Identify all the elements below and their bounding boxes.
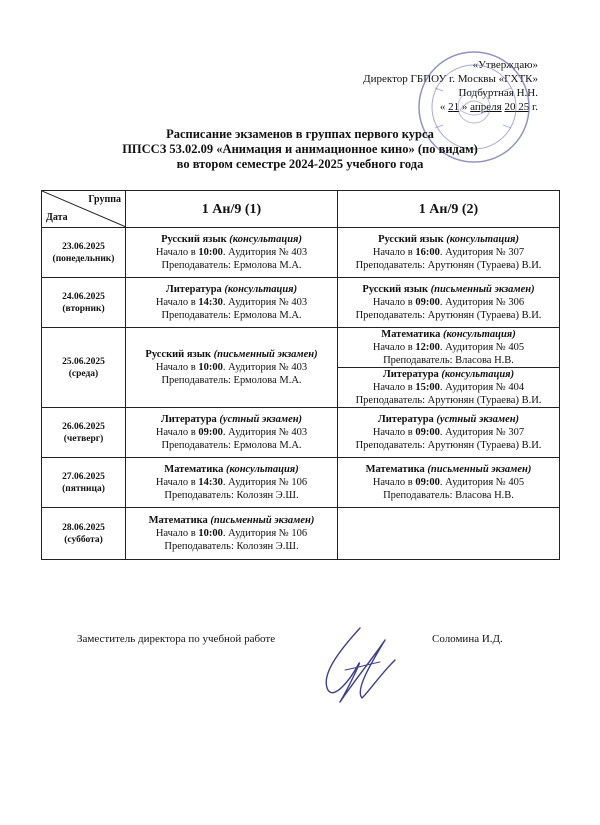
corner-cell bbox=[42, 191, 126, 228]
approval-position: Директор ГБПОУ г. Москвы «ГХТК» bbox=[363, 73, 538, 85]
date-cell: 28.06.2025 (суббота) bbox=[42, 508, 126, 560]
exam-cell: Русский язык (письменный экзамен) Начало в 09:00. Аудитория № 306 Преподаватель: Арутюнян (Тураева) В.И. bbox=[338, 278, 560, 328]
exam-schedule-table bbox=[41, 190, 560, 560]
corner-group-label: Группа bbox=[88, 194, 121, 205]
exam-cell: Литература (устный экзамен) Начало в 09:00. Аудитория № 403 Преподаватель: Ермолова М.А. bbox=[126, 408, 338, 458]
title-line-2: ППССЗ 53.02.09 «Анимация и анимационное кино» (по видам) bbox=[122, 142, 478, 156]
signatory-name: Соломина И.Д. bbox=[432, 633, 503, 645]
title-line-3: во втором семестре 2024-2025 учебного года bbox=[176, 157, 424, 171]
corner-date-label: Дата bbox=[46, 212, 68, 223]
table-row bbox=[42, 408, 560, 458]
table-row bbox=[42, 228, 560, 278]
document-title bbox=[0, 127, 600, 172]
date-cell: 27.06.2025 (пятница) bbox=[42, 458, 126, 508]
table-row bbox=[42, 508, 560, 560]
approval-name: Подбуртная Н.Н. bbox=[458, 87, 538, 99]
approval-title: «Утверждаю» bbox=[472, 59, 538, 71]
exam-cell: Математика (письменный экзамен) Начало в 10:00. Аудитория № 106 Преподаватель: Колозян Э.Ш. bbox=[126, 508, 338, 560]
exam-cell: Русский язык (письменный экзамен) Начало в 10:00. Аудитория № 403 Преподаватель: Ермолова М.А. bbox=[126, 328, 338, 408]
date-cell: 25.06.2025 (среда) bbox=[42, 328, 126, 408]
table-row bbox=[42, 328, 560, 368]
exam-cell: Литература (консультация) Начало в 14:30. Аудитория № 403 Преподаватель: Ермолова М.А. bbox=[126, 278, 338, 328]
date-cell: 24.06.2025 (вторник) bbox=[42, 278, 126, 328]
title-line-1: Расписание экзаменов в группах первого курса bbox=[166, 127, 434, 141]
date-cell: 23.06.2025 (понедельник) bbox=[42, 228, 126, 278]
exam-cell: Литература (устный экзамен) Начало в 09:00. Аудитория № 307 Преподаватель: Арутюнян (Тураева) В.И. bbox=[338, 408, 560, 458]
group-1-header: 1 Ан/9 (1) bbox=[126, 191, 338, 228]
table-row bbox=[42, 458, 560, 508]
exam-cell: Литература (консультация) Начало в 15:00. Аудитория № 404 Преподаватель: Арутюнян (Тураева) В.И. bbox=[338, 368, 560, 408]
handwritten-signature bbox=[300, 620, 410, 710]
signatory-position: Заместитель директора по учебной работе bbox=[77, 633, 276, 645]
header-row bbox=[42, 191, 560, 228]
exam-cell: Математика (письменный экзамен) Начало в 09:00. Аудитория № 405 Преподаватель: Власова Н.В. bbox=[338, 458, 560, 508]
exam-cell: Математика (консультация) Начало в 14:30. Аудитория № 106 Преподаватель: Колозян Э.Ш. bbox=[126, 458, 338, 508]
approval-date: « 21 » апреля 20 25 г. bbox=[439, 101, 538, 113]
group-2-header: 1 Ан/9 (2) bbox=[338, 191, 560, 228]
empty-cell bbox=[338, 508, 560, 560]
exam-cell: Русский язык (консультация) Начало в 16:00. Аудитория № 307 Преподаватель: Арутюнян (Тураева) В.И. bbox=[338, 228, 560, 278]
exam-cell: Русский язык (консультация) Начало в 10:00. Аудитория № 403 Преподаватель: Ермолова М.А. bbox=[126, 228, 338, 278]
table-row bbox=[42, 278, 560, 328]
date-cell: 26.06.2025 (четверг) bbox=[42, 408, 126, 458]
exam-cell: Математика (консультация) Начало в 12:00. Аудитория № 405 Преподаватель: Власова Н.В. bbox=[338, 328, 560, 368]
